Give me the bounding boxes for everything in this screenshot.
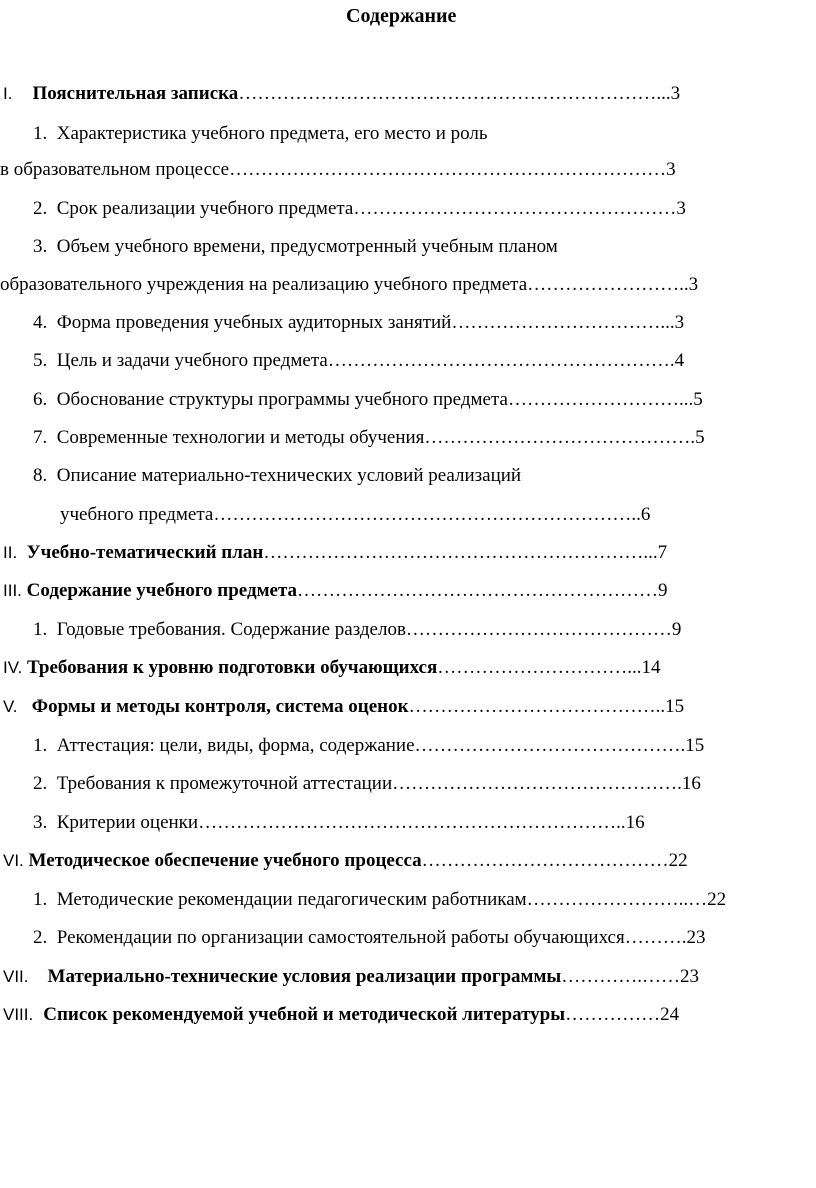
page-number: 24 (660, 1004, 680, 1025)
item-title: Требования к промежуточной аттестации (56, 773, 393, 794)
page-number: 5 (693, 389, 703, 410)
toc-entry (33, 926, 705, 950)
section-number: IV. (3, 658, 23, 677)
leader-dots: …………………………………………………………… (229, 159, 667, 180)
leader-dots: ………………………………….. (408, 696, 666, 717)
toc-entry (33, 349, 684, 373)
section-title: Список рекомендуемой учебной и методической литературы (43, 1004, 566, 1025)
page-number: 5 (695, 427, 705, 448)
item-number: 1. (33, 123, 48, 144)
leader-dots: …………………………………………………………... (238, 83, 671, 104)
leader-dots: ………….…… (561, 966, 681, 987)
item-title: Рекомендации по организации самостоятельной работы обучающихся (56, 927, 625, 948)
item-title: Объем учебного времени, предусмотренный учебным планом (56, 236, 558, 257)
item-title: в образовательном процессе (0, 159, 230, 180)
leader-dots: ………………………………………………. (327, 350, 675, 371)
item-number: 8. (33, 465, 48, 486)
item-title: Описание материально-технических условий реализаций (56, 465, 522, 486)
item-number: 3. (33, 236, 48, 257)
section-number: III. (3, 581, 22, 600)
item-title: учебного предмета (60, 504, 214, 525)
item-number: 2. (33, 198, 48, 219)
leader-dots: ………………………………………………………….. (198, 812, 626, 833)
page-number: 23 (686, 927, 706, 948)
page-number: 9 (658, 580, 668, 601)
toc-entry (3, 965, 699, 989)
page-number: 6 (640, 504, 651, 525)
page-number: 4 (674, 350, 685, 371)
toc-entry (33, 888, 726, 912)
leader-dots: ……………………………………………………... (263, 542, 658, 563)
leader-dots: ……………………………... (451, 312, 675, 333)
item-title: Обоснование структуры программы учебного предмета (56, 389, 508, 410)
item-title: образовательного учреждения на реализацию учебного предмета (0, 274, 528, 295)
toc-entry (33, 235, 558, 259)
item-number: 1. (33, 735, 48, 756)
toc-entry (33, 772, 701, 796)
leader-dots: ……………………………………. (424, 427, 696, 448)
item-number: 1. (33, 889, 48, 910)
item-number: 6. (33, 389, 48, 410)
item-number: 4. (33, 312, 48, 333)
section-title: Материально-технические условия реализации программы (47, 966, 562, 987)
leader-dots: ………. (624, 927, 687, 948)
leader-dots: …………………………………… (405, 619, 672, 640)
toc-entry (33, 811, 645, 835)
leader-dots: ………………………... (507, 389, 694, 410)
page-title: Содержание (346, 5, 457, 27)
leader-dots: …………………………... (437, 657, 642, 678)
toc-entry (33, 734, 704, 758)
item-number: 7. (33, 427, 48, 448)
toc-entry (3, 1003, 679, 1027)
section-number: II. (3, 543, 18, 562)
item-title: Современные технологии и методы обучения (56, 427, 425, 448)
toc-entry (3, 541, 667, 565)
page-number: 15 (665, 696, 685, 717)
toc-entry (33, 426, 705, 450)
item-number: 3. (33, 812, 48, 833)
item-number: 2. (33, 927, 48, 948)
toc-entry (33, 464, 521, 488)
page-number: 7 (657, 542, 668, 563)
item-title: Форма проведения учебных аудиторных занятий (56, 312, 452, 333)
toc-entry (3, 849, 688, 873)
item-title: Аттестация: цели, виды, форма, содержание (56, 735, 415, 756)
leader-dots: ………………………………………………… (297, 580, 659, 601)
toc-entry (3, 656, 661, 680)
item-title: Годовые требования. Содержание разделов (56, 619, 406, 640)
page-number: 3 (688, 274, 699, 295)
page-number: 15 (685, 735, 705, 756)
section-number: I. (3, 84, 13, 103)
toc-entry-continuation (0, 273, 698, 297)
section-title: Требования к уровню подготовки обучающихся (26, 657, 438, 678)
page-number: 3 (670, 83, 681, 104)
section-number: VII. (3, 967, 29, 986)
toc-entry (3, 579, 668, 603)
item-number: 2. (33, 773, 48, 794)
item-title: Методические рекомендации педагогическим работникам (56, 889, 527, 910)
section-title: Пояснительная записка (32, 83, 239, 104)
leader-dots: …………………….. (527, 274, 689, 295)
toc-entry (33, 388, 703, 412)
section-title: Методическое обеспечение учебного процесса (28, 850, 422, 871)
item-title: Срок реализации учебного предмета (56, 198, 354, 219)
leader-dots: ………………………………………. (392, 773, 682, 794)
item-title: Цель и задачи учебного предмета (56, 350, 328, 371)
toc-entry-continuation (0, 158, 676, 182)
section-number: VI. (3, 851, 24, 870)
section-title: Учебно-тематический план (26, 542, 264, 563)
leader-dots: …………… (565, 1004, 661, 1025)
item-title: Характеристика учебного предмета, его место и роль (56, 123, 488, 144)
item-title: Критерии оценки (56, 812, 199, 833)
page-number: 22 (707, 889, 727, 910)
item-number: 1. (33, 619, 48, 640)
page-number: 14 (641, 657, 661, 678)
leader-dots: ……………………………………. (414, 735, 686, 756)
leader-dots: ………………………………… (421, 850, 669, 871)
toc-entry (3, 695, 684, 719)
toc-entry (33, 122, 488, 146)
page-number: 22 (668, 850, 688, 871)
page-number: 3 (666, 159, 676, 180)
page-number: 9 (671, 619, 682, 640)
page-number: 16 (625, 812, 645, 833)
toc-entry-continuation (60, 503, 650, 527)
toc-entry (33, 311, 684, 335)
toc-entry (3, 82, 680, 106)
section-number: V. (3, 697, 18, 716)
item-number: 5. (33, 350, 48, 371)
page-number: 3 (676, 198, 686, 219)
toc-entry (33, 618, 681, 642)
page-number: 16 (681, 773, 701, 794)
leader-dots: ………………………………………………………….. (213, 504, 641, 525)
section-number: VIII. (3, 1005, 34, 1024)
leader-dots: ……………………..… (526, 889, 708, 910)
toc-entry (33, 197, 686, 221)
section-title: Содержание учебного предмета (26, 580, 298, 601)
section-title: Формы и методы контроля, система оценок (31, 696, 409, 717)
leader-dots: …………………………………………… (353, 198, 677, 219)
page-number: 3 (674, 312, 685, 333)
page-number: 23 (680, 966, 700, 987)
